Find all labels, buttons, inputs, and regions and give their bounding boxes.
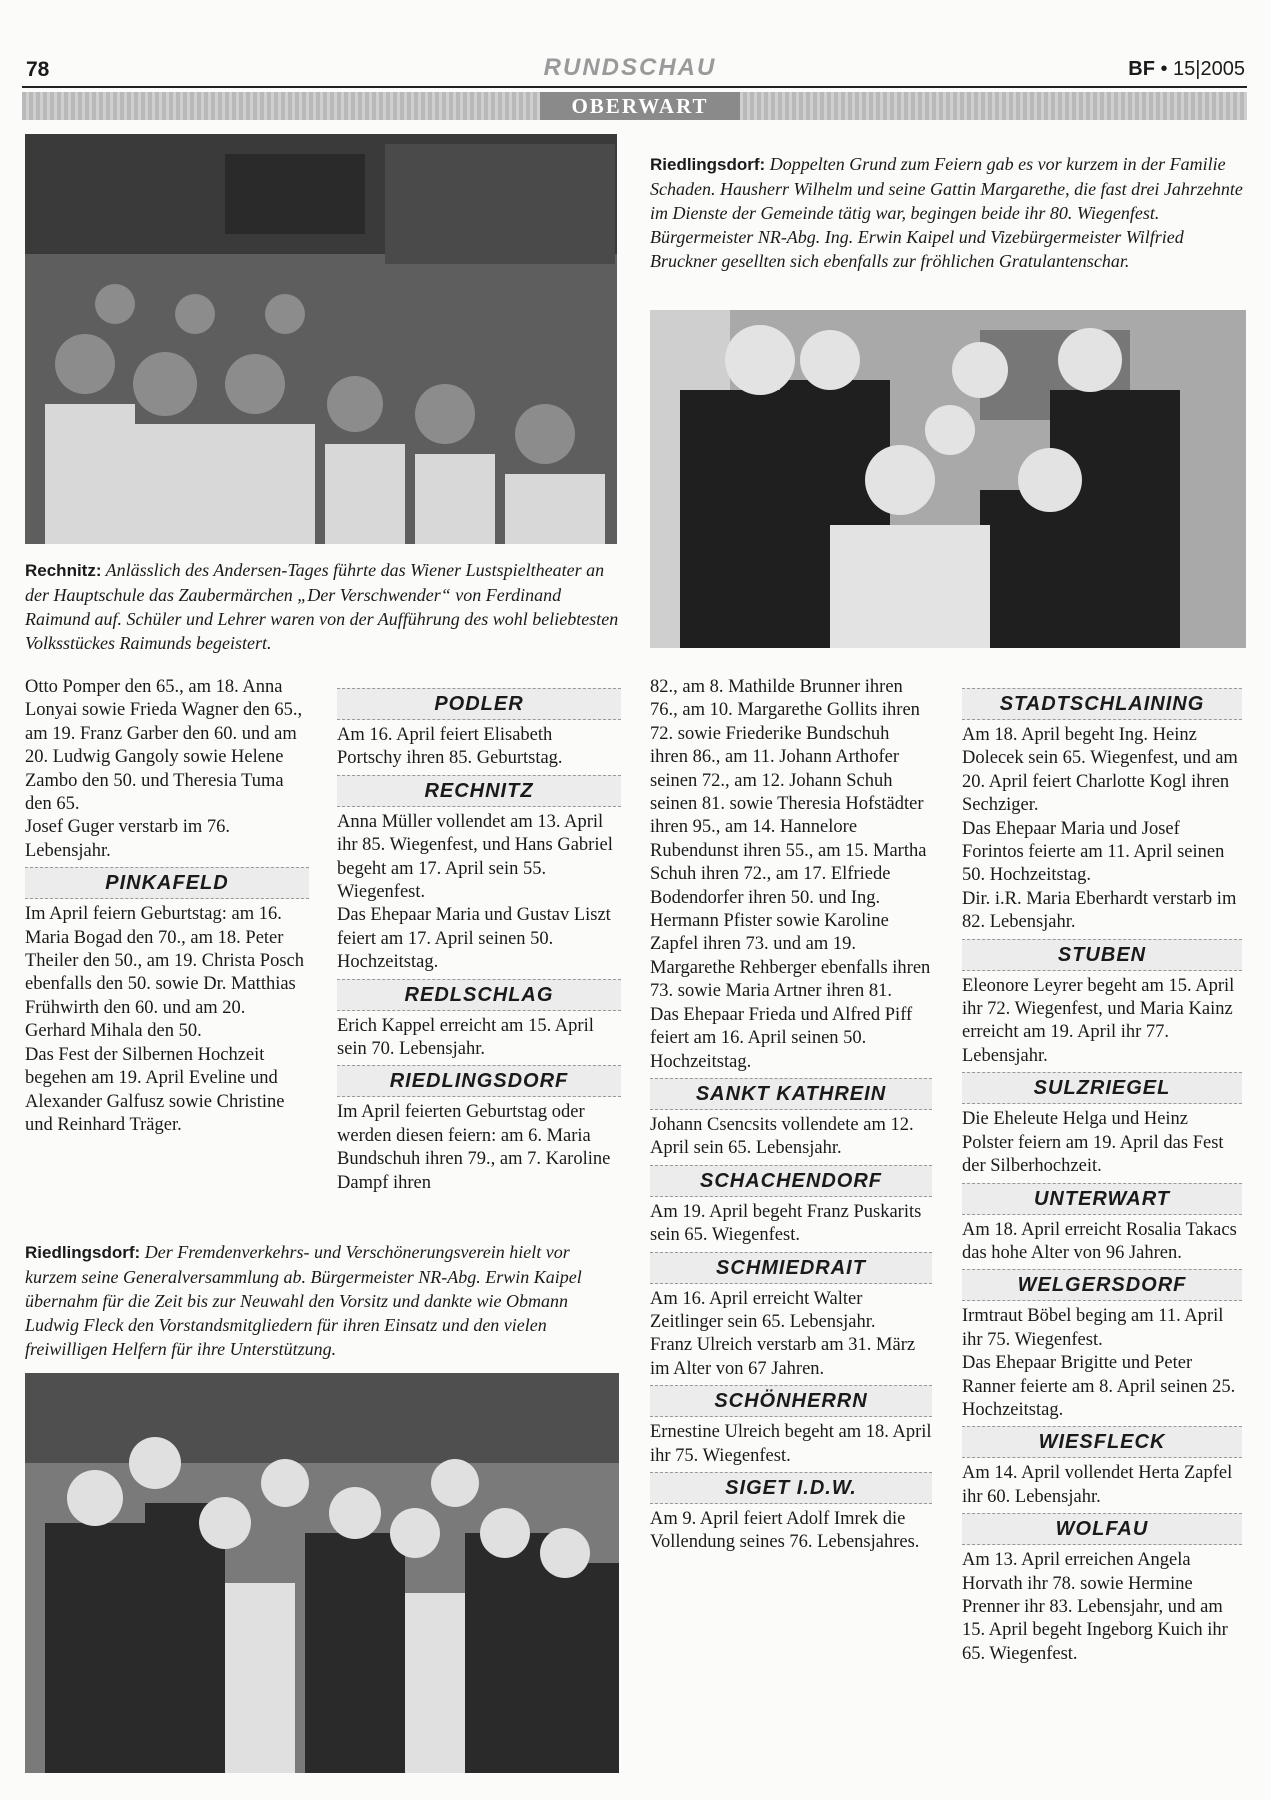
- caption-riedlingsdorf-birthday: Riedlingsdorf: Doppelten Grund zum Feiern gab es vor kurzem in der Familie Schaden. Hausherr Wilhelm und seine Gattin Margarethe, die fast drei Jahrzehnte im Dienste der Gemeinde tätig war, begingen beide ihr 80. Wiegenfest. Bürgermeister NR-Abg. Ing. Erwin Kaipel und Vizebürgermeister Wilfried Bruckner gesellten sich ebenfalls zur fröhlichen Gratulantenschar.: [650, 154, 1243, 271]
- section-heading-schmiedrait: SCHMIEDRAIT: [650, 1252, 932, 1284]
- stuben-paragraph: Eleonore Leyrer begeht am 15. April ihr 72. Wiegenfest, und Maria Kainz erreicht am 19. April ihr 77. Lebensjahr.: [962, 975, 1235, 1066]
- section-heading-stuben: STUBEN: [962, 939, 1242, 971]
- intro-paragraph-2: Josef Guger verstarb im 76. Lebensjahr.: [25, 817, 230, 861]
- siget-paragraph: Am 9. April feiert Adolf Imrek die Vollendung seines 76. Lebensjahres.: [650, 1508, 920, 1553]
- schmiedrait-paragraph-2: Franz Ulreich verstarb am 31. März im Alter von 67 Jahren.: [650, 1335, 916, 1379]
- section-heading-stadtschlaining: STADTSCHLAINING: [962, 688, 1242, 720]
- caption-riedlingsdorf-association: Riedlingsdorf: Der Fremdenverkehrs- und Verschönerungsverein hielt vor kurzem seine Generalversammlung ab. Bürgermeister NR-Abg. Erwin Kaipel übernahm für die Zeit bis zur Neuwahl den Vorsitz und dankte wie Obmann Ludwig Fleck den Vorstandsmitgliedern für ihren Einsatz und den vielen freiwilligen Helfern für ihre Unterstützung.: [25, 1242, 582, 1359]
- section-title: RUNDSCHAU: [543, 54, 717, 81]
- intro-paragraph: Otto Pomper den 65., am 18. Anna Lonyai sowie Frieda Wagner den 65., am 19. Franz Garber den 60. und am 20. Ludwig Gangoly sowie Helene Zambo den 50. und Theresia Tuma den 65.: [25, 677, 303, 815]
- riedlingsdorf-continued-2: Das Ehepaar Frieda und Alfred Piff feiert am 16. April seinen 50. Hochzeitstag.: [650, 1004, 913, 1072]
- riedlingsdorf-continued-1: 82., am 8. Mathilde Brunner ihren 76., am 10. Margarethe Gollits ihren 72. sowie Friederike Bundschuh ihren 86., am 11. Johann Arthofer seinen 72., am 12. Johann Schuh seinen 81. sowie Theresia Hofstädter ihren 95., am 14. Hannelore Rubendunst ihren 55., am 15. Martha Schuh ihren 72., am 17. Elfriede Bodendorfer ihren 50. und Ing. Hermann Pfister sowie Karoline Zapfel ihren 73. und am 19. Margarethe Rehberger ebenfalls ihren 73. sowie Maria Artner ihren 81.: [650, 677, 931, 1002]
- schoenherrn-paragraph: Ernestine Ulreich begeht am 18. April ihr 75. Wiegenfest.: [650, 1422, 932, 1466]
- redlschlag-paragraph: Erich Kappel erreicht am 15. April sein 70. Lebensjahr.: [337, 1015, 594, 1060]
- column-1: [25, 676, 309, 1137]
- section-heading-pinkafeld: PINKAFELD: [25, 867, 309, 899]
- section-heading-wiesfleck: WIESFLECK: [962, 1426, 1242, 1458]
- sankt-kathrein-paragraph: Johann Csencsits vollendete am 12. April sein 65. Lebensjahr.: [650, 1114, 914, 1159]
- sulzriegel-paragraph: Die Eheleute Helga und Heinz Polster feiern am 19. April das Fest der Silberhochzeit.: [962, 1109, 1224, 1177]
- page-number: 78: [26, 58, 50, 81]
- stadtschlaining-paragraph-3: Dir. i.R. Maria Eberhardt verstarb im 82. Lebensjahr.: [962, 888, 1237, 933]
- unterwart-paragraph: Am 18. April erreicht Rosalia Takacs das hohe Alter von 96 Jahren.: [962, 1219, 1237, 1263]
- column-2: [337, 684, 621, 1195]
- podler-paragraph: Am 16. April feiert Elisabeth Portschy ihren 85. Geburtstag.: [337, 725, 563, 769]
- association-group-image: [25, 1373, 619, 1773]
- section-heading-redlschlag: REDLSCHLAG: [337, 979, 621, 1011]
- section-heading-riedlingsdorf: RIEDLINGSDORF: [337, 1065, 621, 1097]
- section-heading-schachendorf: SCHACHENDORF: [650, 1165, 932, 1197]
- header-rule: [22, 86, 1247, 88]
- section-heading-wolfau: WOLFAU: [962, 1513, 1242, 1545]
- rechnitz-paragraph-1: Anna Müller vollendet am 13. April ihr 85. Wiegenfest, und Hans Gabriel begeht am 17. April sein 55. Wiegenfest.: [337, 811, 613, 903]
- section-heading-welgersdorf: WELGERSDORF: [962, 1269, 1242, 1301]
- welgersdorf-paragraph-1: Irmtraut Böbel beging am 11. April ihr 75. Wiegenfest.: [962, 1306, 1224, 1350]
- welgersdorf-paragraph-2: Das Ehepaar Brigitte und Peter Ranner feierte am 8. April seinen 25. Hochzeitstag.: [962, 1353, 1236, 1420]
- pinkafeld-paragraph-2: Das Fest der Silbernen Hochzeit begehen am 19. April Eveline und Alexander Galfusz sowie Christine und Reinhard Träger.: [25, 1044, 285, 1135]
- section-heading-sankt-kathrein: SANKT KATHREIN: [650, 1078, 932, 1110]
- region-label: OBERWART: [540, 92, 740, 120]
- section-heading-unterwart: UNTERWART: [962, 1183, 1242, 1215]
- riedlingsdorf-paragraph: Im April feierten Geburtstag oder werden diesen feiern: am 6. Maria Bundschuh ihren 79., am 7. Karoline Dampf ihren: [337, 1102, 611, 1193]
- pinkafeld-paragraph-1: Im April feiern Geburtstag: am 16. Maria Bogad den 70., am 18. Peter Theiler den 50., am 19. Christa Posch ebenfalls den 50. sowie Dr. Matthias Frühwirth den 60. und am 20. Gerhard Mihala den 50.: [25, 904, 304, 1042]
- wiesfleck-paragraph: Am 14. April vollendet Herta Zapfel ihr 60. Lebensjahr.: [962, 1463, 1233, 1507]
- rechnitz-paragraph-2: Das Ehepaar Maria und Gustav Liszt feiert am 17. April seinen 50. Hochzeitstag.: [337, 905, 611, 973]
- photo-theater-audience: [25, 134, 617, 544]
- publication-issue: BF • 15|2005: [1128, 58, 1245, 80]
- section-heading-schoenherrn: SCHÖNHERRN: [650, 1385, 932, 1417]
- caption-rechnitz: Rechnitz: Anlässlich des Andersen-Tages führte das Wiener Lustspieltheater an der Hauptschule das Zaubermärchen „Der Verschwender“ von Ferdinand Raimund auf. Schüler und Lehrer waren von der Aufführung des wohl beliebtesten Volksstückes Raimunds begeistert.: [25, 560, 619, 653]
- section-heading-sulzriegel: SULZRIEGEL: [962, 1072, 1242, 1104]
- birthday-family-image: [650, 310, 1246, 648]
- section-heading-podler: PODLER: [337, 688, 621, 720]
- schachendorf-paragraph: Am 19. April begeht Franz Puskarits sein 65. Wiegenfest.: [650, 1201, 922, 1246]
- stadtschlaining-paragraph-2: Das Ehepaar Maria und Josef Forintos feierte am 11. April seinen 50. Hochzeitstag.: [962, 818, 1225, 886]
- schmiedrait-paragraph-1: Am 16. April erreicht Walter Zeitlinger sein 65. Lebensjahr.: [650, 1288, 876, 1332]
- photo-birthday-family: [650, 310, 1246, 648]
- stadtschlaining-paragraph-1: Am 18. April begeht Ing. Heinz Dolecek sein 65. Wiegenfest, und am 20. April feiert Charlotte Kogl ihren Sechziger.: [962, 725, 1238, 816]
- column-4: [962, 684, 1242, 1666]
- theater-audience-image: [25, 134, 617, 544]
- section-heading-siget: SIGET I.D.W.: [650, 1472, 932, 1504]
- section-heading-rechnitz: RECHNITZ: [337, 775, 621, 807]
- wolfau-paragraph: Am 13. April erreichen Angela Horvath ihr 78. sowie Hermine Prenner ihr 83. Lebensjahr, und am 15. April begeht Ingeborg Kuich ihr 65. Wiegenfest.: [962, 1550, 1228, 1664]
- column-3: [650, 676, 932, 1555]
- photo-association-group: [25, 1373, 619, 1773]
